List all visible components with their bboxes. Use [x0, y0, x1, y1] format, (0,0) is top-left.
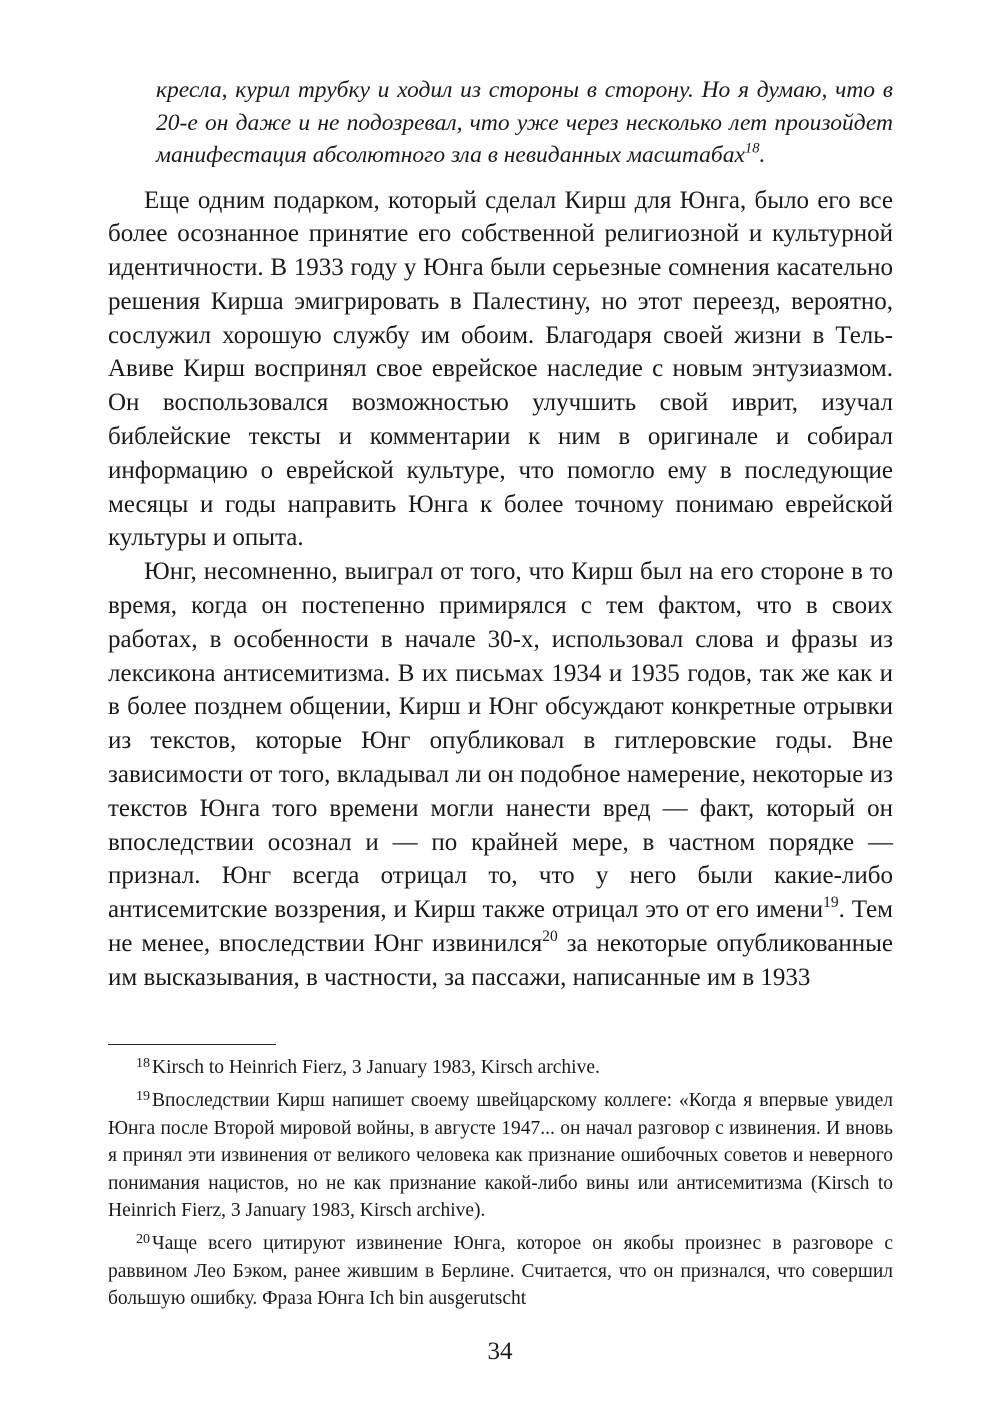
- paragraph-2: [108, 555, 893, 994]
- paragraph-1: [108, 184, 893, 556]
- footnote-number: 20: [136, 1231, 151, 1248]
- footnote-number: 18: [136, 1054, 151, 1071]
- quote-text: кресла, курил трубку и ходил из стороны в сторону. Но я думаю, что в 20-е он даже и не подозревал, что уже через несколько лет произойдет манифестация абсолютного зла в невиданных масштабах: [156, 77, 893, 168]
- footnotes: [108, 1054, 893, 1319]
- footnote-number: 19: [136, 1088, 151, 1105]
- footnote-text: Чаще всего цитируют извинение Юнга, которое он якобы произнес в разговоре с раввином Лео Бэком, ранее жившим в Берлине. Считается, что он признался, что совершил большую ошибку. Фраза Юнга Ich bin ausgerutscht: [108, 1233, 893, 1310]
- footnote-text: Kirsch to Heinrich Fierz, 3 January 1983, Kirsch archive.: [152, 1057, 600, 1078]
- paragraph-2-part-3: за некоторые опубликованные им высказывания, в частности, за пассажи, написанные им в 1933: [108, 930, 893, 991]
- footnote-20: [108, 1230, 893, 1312]
- page-number: 34: [487, 1338, 513, 1365]
- footnote-18: [108, 1054, 893, 1081]
- paragraph-2-part-1: Юнг, несомненно, выиграл от того, что Кирш был на его стороне в то время, когда он постепенно примирялся с тем фактом, что в своих работах, в особенности в начале 30-х, использовал слова и фразы из лексикона антисемитизма. В их письмах 1934 и 1935 годов, так же как и в более позднем общении, Кирш и Юнг обсуждают конкретные отрывки из текстов, которые Юнг опубликовал в гитлеровские годы. Вне зависимости от того, вкладывал ли он подобное намерение, некоторые из текстов Юнга того времени могли нанести вред — факт, который он впоследствии осознал и — по крайней мере, в частном порядке — признал. Юнг всегда отрицал то, что у него были какие-либо антисемитские воззрения, и Кирш также отрицал это от его имени: [108, 558, 893, 924]
- footnote-ref-20[interactable]: 20: [542, 927, 558, 945]
- footnote-text: Впоследствии Кирш напишет своему швейцарскому коллеге: «Когда я впервые увидел Юнга после Второй мировой войны, в августе 1947... он начал разговор с извинения. И вновь я принял эти извинения от великого человека как признание ошибочных советов и неверного понимания нацистов, но не как признание какой-либо вины или антисемитизма (Kirsch to Heinrich Fierz, 3 January 1983, Kirsch archive).: [108, 1090, 893, 1222]
- block-quote: [156, 74, 893, 172]
- footnote-19: [108, 1087, 893, 1224]
- main-text: [108, 74, 893, 995]
- paragraph-2-part-2: . Тем не менее, впоследствии Юнг извинился: [108, 896, 893, 958]
- quote-end: .: [759, 142, 766, 168]
- footnote-ref-18[interactable]: 18: [744, 140, 760, 157]
- paragraph-1-text: Еще одним подарком, который сделал Кирш для Юнга, было его все более осознанное принятие его собственной религиозной и культурной идентичности. В 1933 году у Юнга были серьезные сомнения касательно решения Кирша эмигрировать в Палестину, но этот переезд, вероятно, сослужил хорошую службу им обоим. Благодаря своей жизни в Тель-Авиве Кирш воспринял свое еврейское наследие с новым энтузиазмом. Он воспользовался возможностью улучшить свой иврит, изучал библейские тексты и комментарии к ним в оригинале и собирал информацию о еврейской культуре, что помогло ему в последующие месяцы и годы направить Юнга к более точному понимаю еврейской культуры и опыта.: [108, 186, 893, 552]
- footnote-ref-19[interactable]: 19: [823, 894, 839, 912]
- footnote-divider: [108, 1044, 276, 1045]
